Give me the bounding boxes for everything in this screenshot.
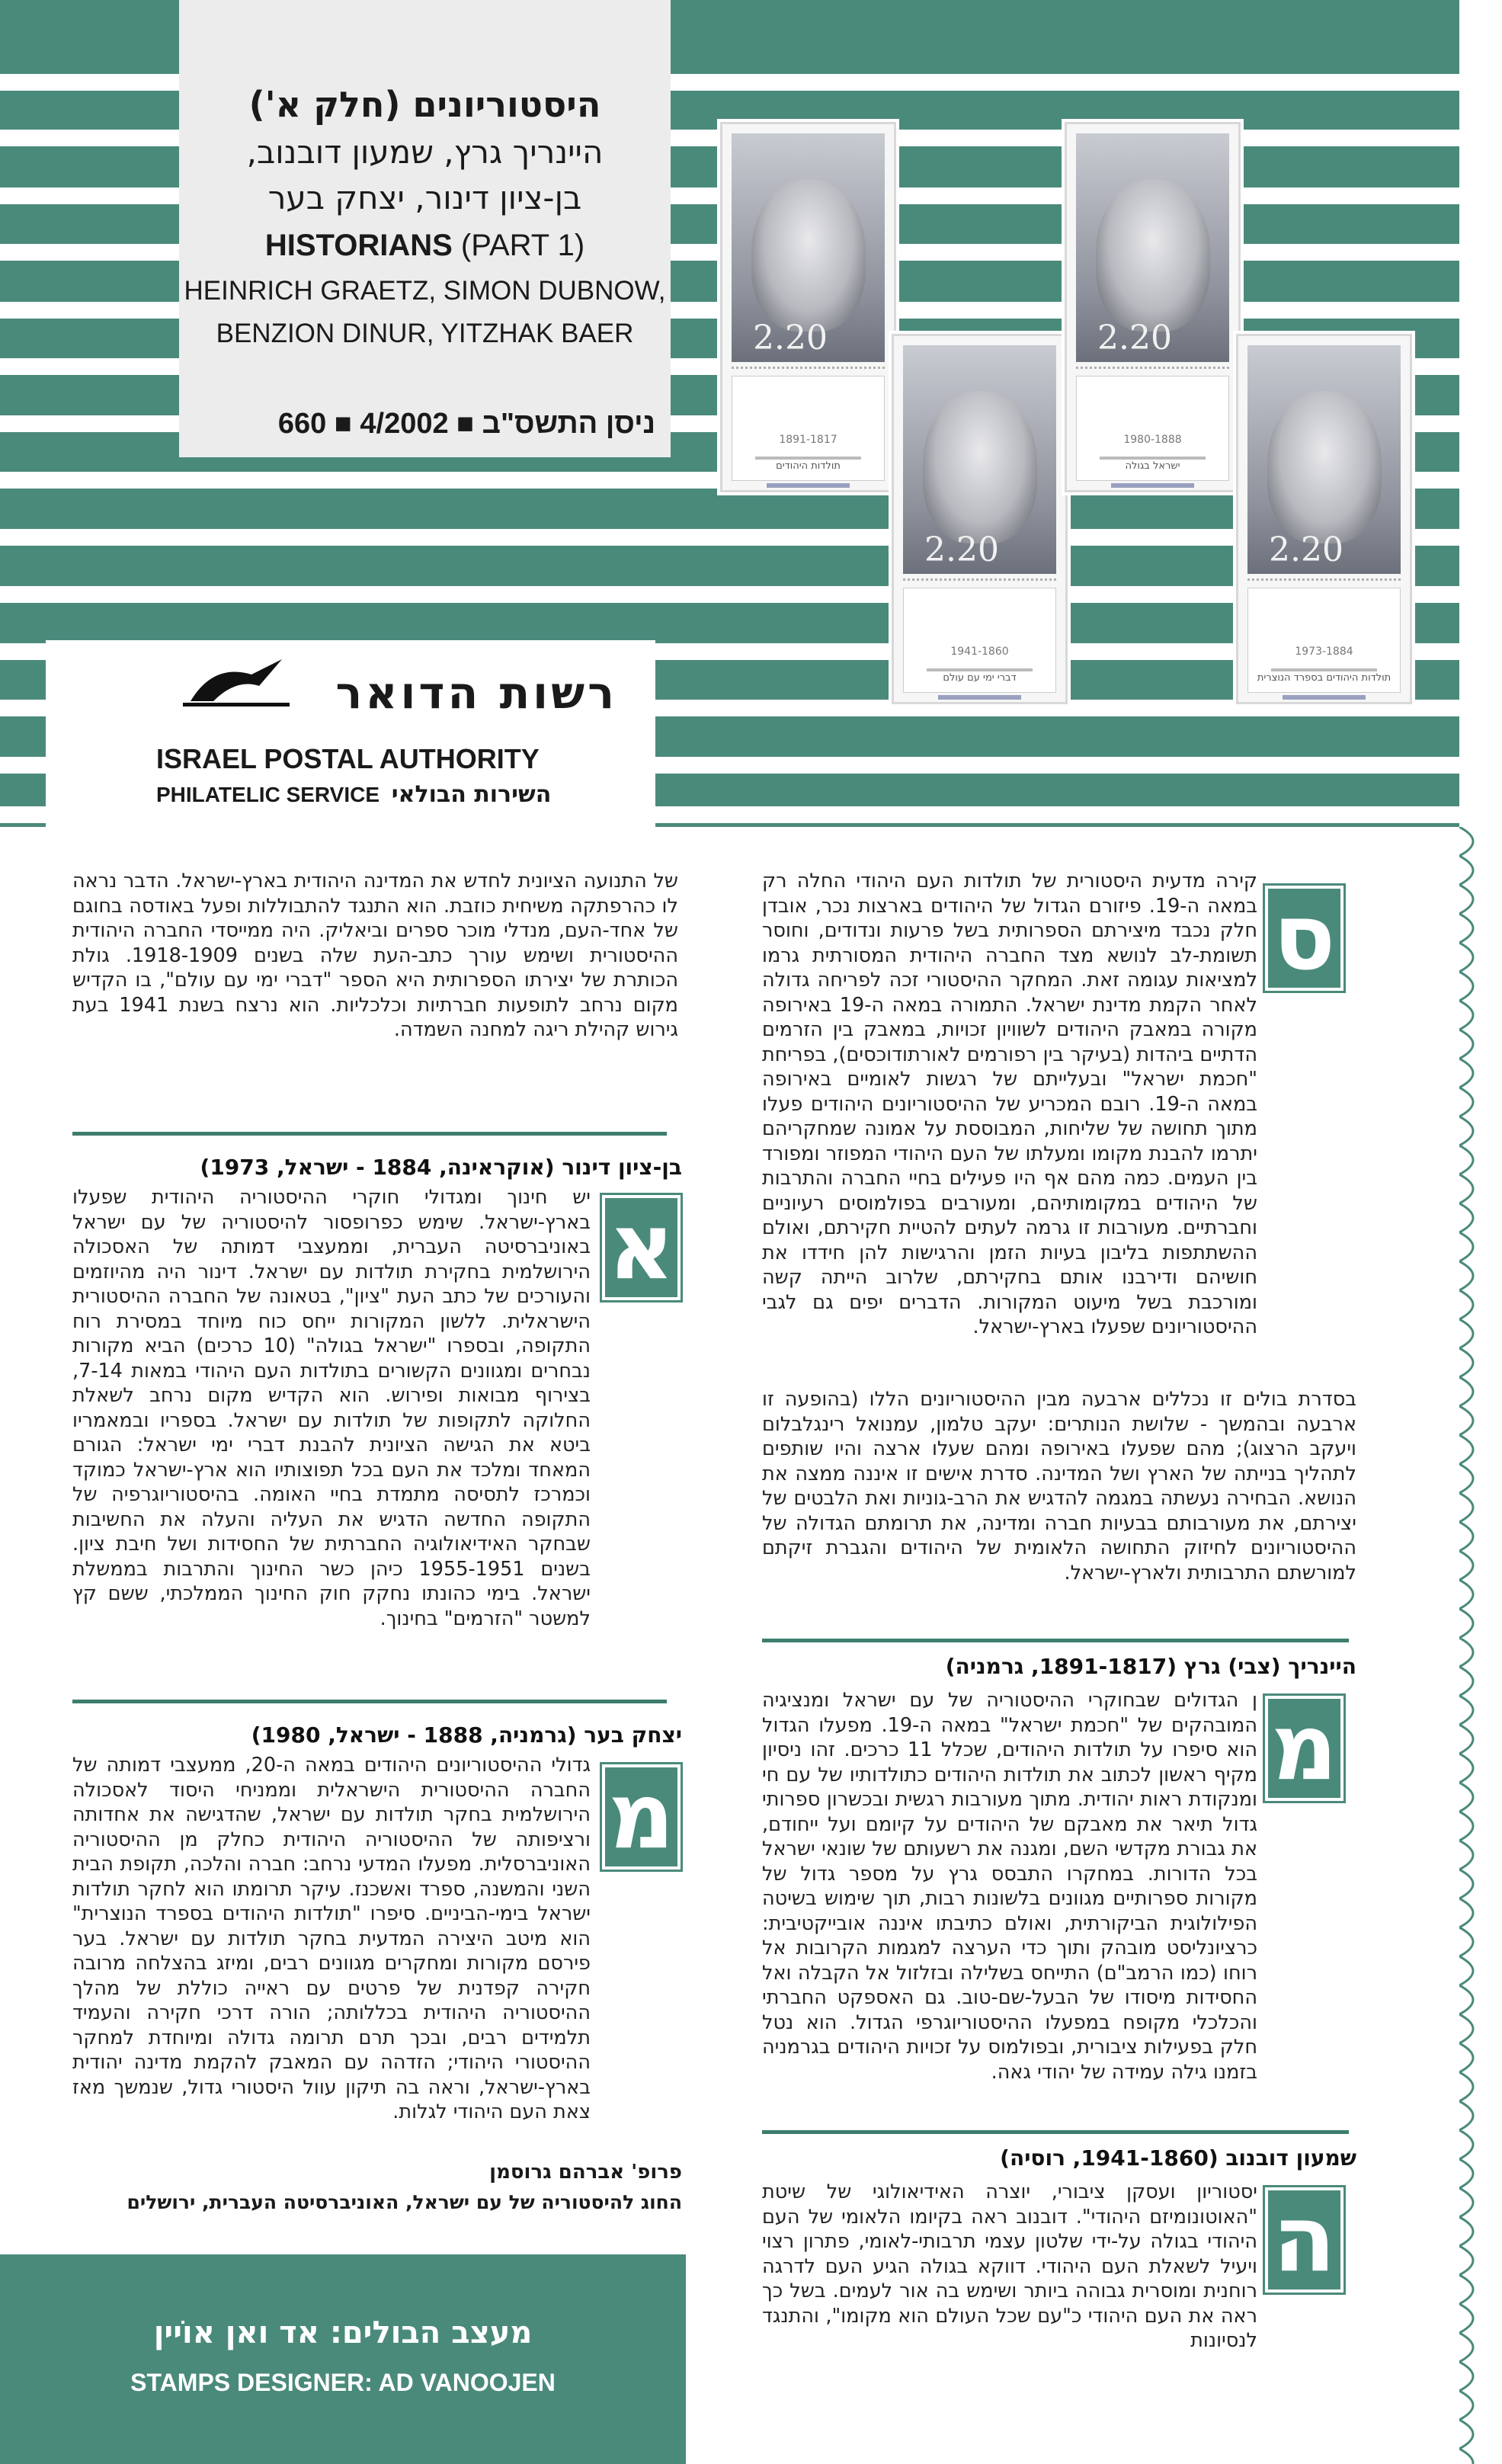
- stamp-tab: [903, 588, 1056, 693]
- graetz-text: ן הגדולים שבחוקרי ההיסטוריה של עם ישראל ומנציגיה המובהקים של "חכמת ישראל" במאה ה-19. מפעלו הגדול הוא סיפרו על תולדות היהודים, שכלל 11 כרכים. זהו ניסיון מקיף ראשון לכתוב את תולדות היהודים כתולדותיו של עם חי ומנקודת ראות יהודית. מתוך מעורבות רגשית ובכשרון ספרותי גדול תיאר את מאבקם של היהודים על קיומם ועל ייחודם, את גבורת מקדשי השם, ומגנה את רשעותם של שונאי ישראל בכל הדורות. במחקרו התבסס גרץ על מספר גדול של מקורות ספרותיים מגוונים בלשונות רבות, תוך שימוש בשיטה הפילולוגית הביקורתית, ואולם כתיבתו איננה אובייקטיבית: כרציונליסט מובהק ותוך כדי הערצה למגמות הקרובות אל רוחו (כמו הרמב"ם) התייחס בשלילה ובזלזול אל הקבלה ואל החסידות מיסודו של הבעל-שם-טוב. גם האספקט החברתי והכלכלי מקופח במפעלו ההיסטוריוגרפי הגדול. הוא נטל חלק בפעילות ציבורית, ובפולמוס על זכויות היהודים בגרמניה בזמנו גילה עמידה של יהודי גאה.: [762, 1689, 1258, 2084]
- header-panel: [0, 0, 1502, 827]
- stamp-value: 2.20: [753, 319, 828, 357]
- baer-text: גדולי ההיסטוריונים היהודים במאה ה-20, ממעצבי דמותה של החברה ההיסטורית הישראלית וממניחי היסוד לאסכולה הירושלמית בחקר תולדות עם ישראל, שהדגישה את אחדותה ורציפותה של ההיסטוריה היהודית כחלק מן ההיסטוריה האוניברסלית. מפעלו המדעי נרחב: חברה והלכה, תקופת הבית השני והמשנה, ספרד ואשכנז. עיקר תרומתו הוא לחקר תולדות ישראל בימי-הביניים. סיפרו "תולדות היהודים בספרד הנוצרית" הוא מיטב היצירה המדעית בחקר תולדות עם ישראל. בער פירסם מקורות ומחקרים מגוונים רבים, ומיזג בהצלחה מרובה חקירה קפדנית של פרטים עם ראייה כוללת של מהלך ההיסטוריה היהודית בכללותה; הורה דרכי חקירה והעמיד תלמידים רבים, ובכך תרם תרומה גדולה ומיוחדת למחקר ההיסטורי היהודי; הזדהה עם המאבק להקמת מדינה יהודית בארץ-ישראל, וראה בה תיקון עוול היסטורי גדול, שנמשך מאז צאת העם היהודי לגלות.: [72, 1754, 591, 2123]
- stamp-tab: [1076, 376, 1229, 481]
- title-box: [179, 0, 671, 457]
- postal-authority-logo-icon: [183, 655, 290, 716]
- stamp-tab: [732, 376, 885, 481]
- rule-graetz: [762, 1639, 1349, 1642]
- drop-cap-graetz: מ: [1265, 1696, 1343, 1801]
- stamp-value: 2.20: [924, 530, 999, 569]
- logo-en-2-row: [156, 781, 551, 808]
- tab-caption: ישראל בגולה: [1125, 460, 1180, 472]
- title-en-main: HISTORIANS: [264, 229, 453, 262]
- drop-cap-intro: ס: [1265, 886, 1343, 991]
- author-name: פרופ' אברהם גרוסמן: [489, 2161, 682, 2184]
- scalloped-edge: [1459, 827, 1502, 2464]
- tab-caption: תולדות היהודים בספרד הנוצרית: [1257, 672, 1392, 684]
- tab-years: 1891-1817: [779, 434, 837, 446]
- designer-bar: [0, 2254, 686, 2464]
- names-en-2: BENZION DINUR, YITZHAK BAER: [216, 319, 634, 348]
- rule-baer: [72, 1700, 667, 1703]
- title-en-part: (PART 1): [460, 229, 585, 262]
- names-en-1: HEINRICH GRAETZ, SIMON DUBNOW,: [184, 276, 666, 306]
- rule-dinur: [72, 1132, 667, 1136]
- drop-cap-baer: מ: [602, 1764, 681, 1870]
- portrait-baer: [1096, 179, 1210, 332]
- portrait-dinur: [1267, 391, 1382, 543]
- dubnow-text-cont: של התנועה הציונית לחדש את המדינה היהודית בארץ-ישראל. הדבר נראה לו כהרפתקה משיחית כוזבת. הוא התנגד להתבוללות ופעל באודסה בחוגם של אחד-העם, מנדלי מוכר ספרים וביאליק. היה ממייסדי החברה היהודית ההיסטורית ושימש עורך כתב-העת שלה בשנים 1918-1909. גולת הכותרת של יצירתו הספרותית היא הספר "דברי ימי עם עולם", בו הקדיש מקום נרחב לתופעות חברתיות וכלכליות. הוא נרצח בשנת 1941 בעת גירוש קהילת ריגה למחנה השמדה.: [72, 870, 678, 1041]
- portrait-graetz: [751, 179, 866, 332]
- logo-en-2: PHILATELIC SERVICE: [156, 783, 380, 806]
- tab-caption: תולדות היהודים: [776, 460, 841, 472]
- tab-years: 1973-1884: [1295, 646, 1353, 658]
- names-he-2: בן-ציון דינור, יצחק בער: [267, 179, 582, 216]
- issue-line: 660 ■ 4/2002 ■ ניסן התשס"ב: [277, 408, 655, 440]
- title-he: היסטוריונים (חלק א'): [248, 84, 601, 125]
- stamp-baer: [1065, 122, 1241, 492]
- drop-cap-dubnow: ה: [1265, 2187, 1343, 2293]
- stamp-value: 2.20: [1097, 319, 1172, 357]
- designer-en: STAMPS DESIGNER: AD VANOOJEN: [130, 2369, 556, 2396]
- dubnow-text: יסטוריון ועסקן ציבורי, יוצרה האידיאולוגי של שיטת "האוטונומיזם היהודי". דובנוב ראה בקיומו הלאומי של העם היהודי בגולה על-ידי שלטון עצמי תרבותי-לאומי, פתרון רצוי ויעיל לשאלת העם היהודי. דווקא בגולה הגיע העם לדרגה רוחנית ומוסרית גבוהה ביותר ושימש בה אור לעמים. בשל כך ראה את העם היהודי כ"עם שכל העולם הוא מקומו", והתנגד לנסיונות: [762, 2180, 1257, 2352]
- tab-caption: דברי ימי עם עולם: [943, 672, 1017, 684]
- intro-text-2: בסדרת בולים זו נכללים ארבעה מבין ההיסטוריונים הללו (בהופעה זו ארבעה ובהמשך - שלושת הנותרים: יעקב טלמון, עמנואל רינגלבלום ויעקב הרצוג); מהם שפעלו באירופה ומהם שעלו ארצה והיו שותפים לתהליך בנייתה של הארץ ושל המדינה. סדרת אישים זו איננה ממצה את הנושא. הבחירה נעשתה במגמה להדגיש את הרב-גוניות ואת הלבטים של יצירתם, את מעורבותם בבעיות חברה ומדינה, את תרומתם הגדולה של ההיסטוריונים לחיזוק התחושה הלאומית של היהודים והגברת זיקתם למורשתם התרבותית ולארץ-ישראל.: [762, 1388, 1356, 1584]
- heading-baer: יצחק בער (גרמניה, 1888 - ישראל, 1980): [251, 1722, 682, 1748]
- dinur-text: יש חינוך ומגדולי חוקרי ההיסטוריה היהודית שפעלו בארץ-ישראל. שימש כפרופסור להיסטוריה של עם ישראל באוניברסיטה העברית, וממעצבי דמותה של האסכולה הירושלמית בחקירת תולדות עם ישראל. דינור היה מהיוזמים והעורכים של כתב העת "ציון", בטאונה של החברה ההיסטורית הישראלית. ללשון המקורות ייחס כוח מיוחד במסירת רוח התקופה, ובספרו "ישראל בגולה" (10 כרכים) הביא מקורות נבחרים ומגוונים הקשורים בתולדות העם היהודי במאות 7-14, בצירוף מבואות ופירוש. הוא הקדיש מקום נרחב לשאלת החלוקה לתקופות של תולדות עם ישראל. בספריו ובמאמריו ביטא את הגישה הציונית להבנת דברי ימי ישראל: הגורם המאחד ומלכד את העם בכל תפוצותיו הוא ארץ-ישראל כמוקד וכמרכז לתסיסה מתמדת בחיי האומה. בהיסטוריוגרפיה של התקופה החדשה הדגיש את העליה והעלה את החשיבות שבחקר האידיאולוגיה החברתית של החסידות ושל חיבת ציון. בשנים 1955-1951 כיהן כשר החינוך והתרבות בממשלת ישראל. בימי כהונתו נחקק חוק החינוך הממלכתי, ששם קץ למשטר "הזרמים" בחינוך.: [72, 1186, 591, 1630]
- stamp-dubnow: [892, 334, 1068, 704]
- intro-text: קירה מדעית היסטורית של תולדות העם היהודי החלה רק במאה ה-19. פיזורם הגדול של היהודים בארצות נכר, אובדן חלק נכבד מיצירתם הספרותית בשל פרעות ונדודים, וחוסר תשומת-לב לנושא מצד החברה היהודית המסורתית גרמו למציאות עגומה זאת. המחקר ההיסטורי זכה לפריחה גדולה לאחר הקמת מדינת ישראל. התמורה במאה ה-19 באירופה מקורה במאבק היהודים לשוויון זכויות, במאבק בין הזרמים הדתיים ביהדות (בעיקר בין רפורמים לאורתודוכסים), בפריחת "חכמת ישראל" ובעלייתם של רגשות לאומיים באירופה במאה ה-19. רובם המכריע של ההיסטוריונים היהודים פעלו מתוך תחושה של שליחות, המבוססת על אמונה שמחקריהם יתרמו להבנת מקומו ומעלתו של העם היהודי המפוזר ומפורד בין העמים. כמה מהם אף היו פעילים בחיי החברה והתרבות של היהודים במקומותיהם, ומעורבים בפולמוסים רעיוניים וחברתיים. מעורבות זו גרמה לעתים להטיית חקירתם, ואולם ההשתתפות בליבון בעיות הזמן והרגישות להן חידדו את חושיהם ודירבנו אותם בחקירתם, שלרוב הייתה קשה ומורכבת בשל מיעוט המקורות. הדברים יפים גם לגבי ההיסטוריונים שפעלו בארץ-ישראל.: [762, 870, 1258, 1338]
- stamp-graetz: [720, 122, 896, 492]
- drop-cap-dinur: א: [602, 1195, 681, 1300]
- rule-dubnow: [762, 2130, 1349, 2134]
- stamp-value: 2.20: [1269, 530, 1343, 569]
- tab-years: 1980-1888: [1123, 434, 1182, 446]
- author-affiliation: החוג להיסטוריה של עם ישראל, האוניברסיטה העברית, ירושלים: [127, 2191, 682, 2213]
- heading-dubnow: שמעון דובנוב (1941-1860, רוסיה): [1000, 2145, 1356, 2171]
- logo-en-1: ISRAEL POSTAL AUTHORITY: [156, 743, 540, 774]
- tab-years: 1941-1860: [950, 646, 1009, 658]
- heading-dinur: בן-ציון דינור (אוקראינה, 1884 - ישראל, 1973): [200, 1155, 682, 1180]
- title-en: [179, 229, 671, 263]
- stamp-dinur: [1236, 334, 1412, 704]
- logo-box: [46, 640, 655, 827]
- designer-he: מעצב הבולים: אד ואן אוֹיין: [153, 2315, 533, 2350]
- stamp-tab: [1247, 588, 1401, 693]
- heading-graetz: היינריך (צבי) גרץ (1891-1817, גרמניה): [945, 1654, 1356, 1679]
- portrait-dubnow: [923, 391, 1037, 543]
- logo-en-2-he: השירות הבולאי: [391, 781, 552, 808]
- logo-he: רשות הדואר: [335, 667, 617, 719]
- names-he-1: היינריך גרץ, שמעון דובנוב,: [246, 133, 604, 171]
